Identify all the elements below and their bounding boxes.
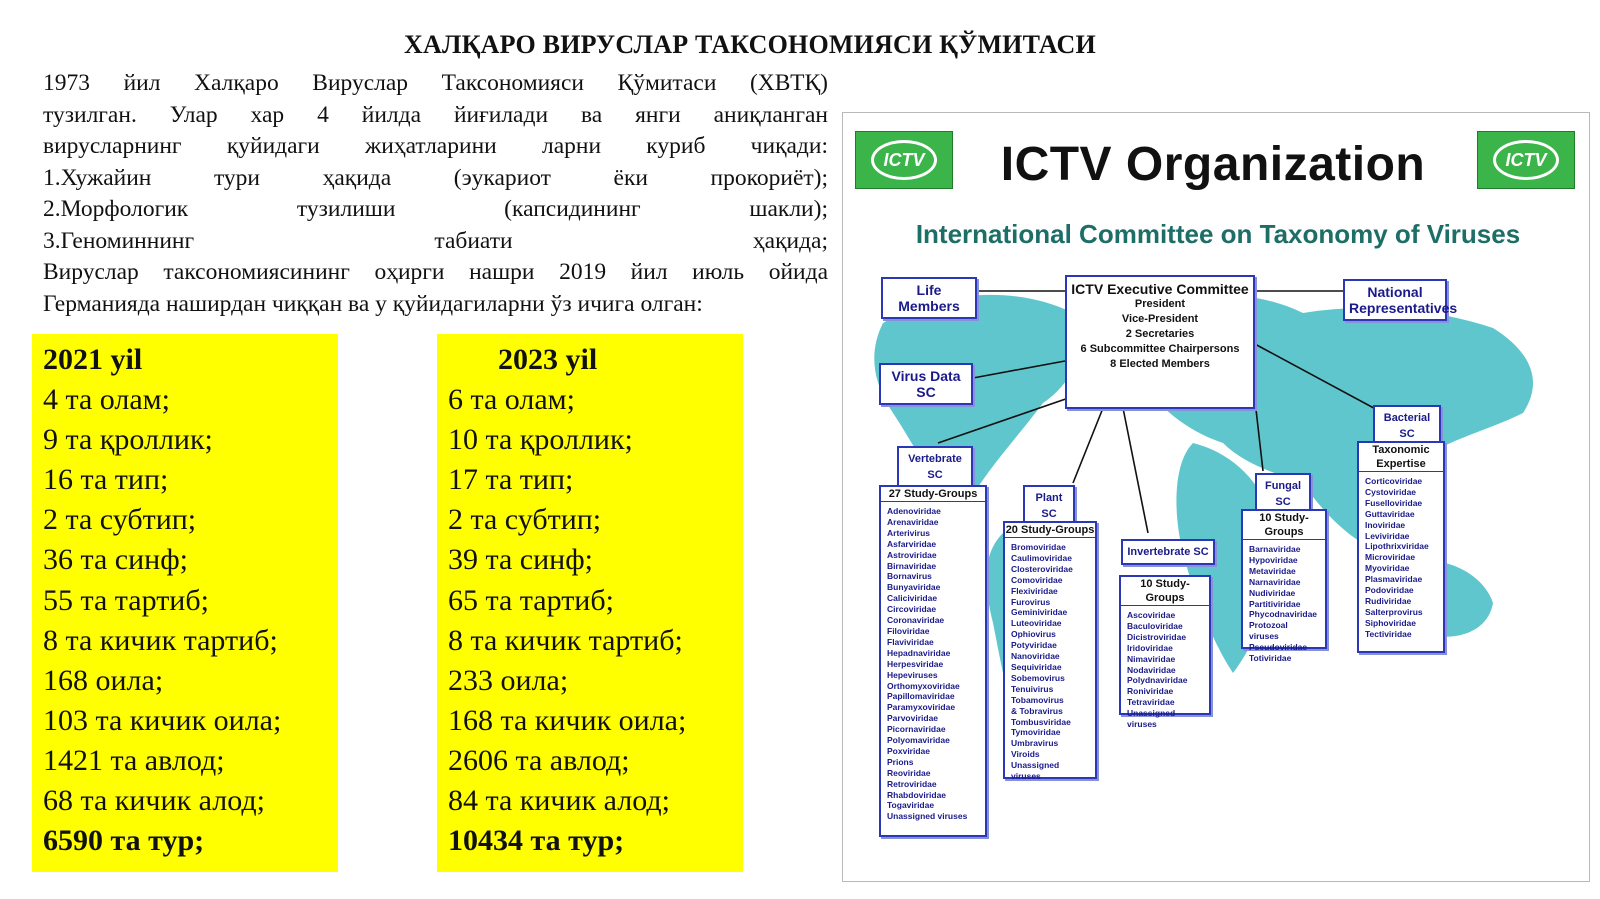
national-representatives-box: National Representatives	[1343, 279, 1447, 321]
stats-item: 233 оила;	[448, 663, 569, 697]
stats-item: 36 та синф;	[43, 543, 188, 577]
study-group-item: Adenoviridae	[887, 506, 941, 516]
study-group-item: Paramyxoviridae	[887, 702, 956, 713]
study-group-item: Narnaviridae	[1249, 576, 1301, 587]
study-group-item: Bornavirus	[887, 571, 932, 582]
life-members-box: Life Members	[881, 277, 977, 319]
stats-year: 2023 yil	[498, 343, 598, 376]
study-group-item: Togaviridae	[887, 800, 935, 811]
study-group-item: Polydnaviridae	[1127, 675, 1188, 686]
study-group-item: Phycodnaviridae	[1249, 609, 1318, 620]
study-group-item: Nanoviridae	[1011, 651, 1060, 662]
study-group-item: & Tobravirus	[1011, 705, 1063, 716]
study-group-item: Orthomyxoviridae	[887, 680, 960, 691]
stats-item: 9 та қроллик;	[43, 423, 213, 457]
executive-line: 6 Subcommittee Chairpersons	[1080, 343, 1240, 355]
study-group-item: Polyomaviridae	[887, 735, 950, 746]
invertebrate-sc-box: Invertebrate SC	[1121, 539, 1215, 565]
study-group-item: Tenuivirus	[1011, 683, 1054, 694]
study-group-item: Microviridae	[1365, 552, 1416, 563]
study-groups-header: Taxonomic Expertise	[1359, 443, 1443, 472]
study-group-item: Potyviridae	[1011, 640, 1057, 651]
study-group-item: Dicistroviridae	[1127, 631, 1187, 642]
study-group-item: Prions	[887, 756, 914, 767]
stats-item: 10 та қроллик;	[448, 423, 633, 457]
bacterial-expertise-box	[1357, 441, 1445, 653]
study-group-item: Filoviridae	[887, 625, 930, 636]
study-group-item: Reoviridae	[887, 767, 931, 778]
study-group-item: Herpesviridae	[887, 658, 944, 669]
study-group-item: Hepeviruses	[887, 669, 938, 680]
study-group-item: Bunyaviridae	[887, 582, 941, 593]
stats-item: 2 та субтип;	[43, 503, 197, 537]
study-group-item: Closteroviridae	[1011, 563, 1073, 574]
bacterial-groups-list	[1359, 474, 1443, 642]
executive-committee-box	[1065, 275, 1255, 409]
study-group-item: Bromoviridae	[1011, 542, 1066, 552]
study-group-item: Metaviridae	[1249, 565, 1296, 576]
study-group-item: Roniviridae	[1127, 686, 1174, 697]
study-group-item: Caulimoviridae	[1011, 552, 1072, 563]
study-group-item: Comoviridae	[1011, 574, 1063, 585]
study-group-item: Circoviridae	[887, 604, 937, 615]
study-group-item: Geminiviridae	[1011, 607, 1068, 618]
fungal-sc-box: Fungal SC	[1255, 473, 1311, 515]
study-group-item: Tobamovirus	[1011, 694, 1064, 705]
stats-item: 8 та кичик тартиб;	[448, 623, 683, 657]
study-group-item: Furovirus	[1011, 596, 1051, 607]
vertebrate-sc-box: Vertebrate SC	[897, 446, 973, 488]
study-group-item: Flaviviridae	[887, 636, 934, 647]
stats-item: 65 та тартиб;	[448, 583, 614, 617]
study-group-item: Tombusviridae	[1011, 716, 1071, 727]
intro-line: тузилган. Улар хар 4 йилда йиғилади ва янги аниқланган	[43, 101, 828, 128]
intro-line: Вируслар таксономиясининг оҳирги нашри 2019 йил июль ойида	[43, 259, 828, 285]
study-group-item: Plasmaviridae	[1365, 574, 1423, 585]
study-group-item: Picornaviridae	[887, 724, 946, 735]
study-group-item: Barnaviridae	[1249, 544, 1301, 554]
stats-2021-box	[32, 334, 338, 872]
vertebrate-study-groups-box	[879, 485, 987, 837]
figure-title: ICTV Organization	[1000, 138, 1426, 191]
study-group-item: Asfarviridae	[887, 538, 937, 549]
study-group-item: Retroviridae	[887, 778, 937, 789]
study-group-item: Parvoviridae	[887, 713, 939, 724]
vertebrate-groups-list	[881, 504, 985, 824]
executive-line: Vice-President	[1121, 313, 1199, 325]
stats-total: 10434 та тур;	[448, 824, 625, 858]
study-group-item: Astroviridae	[887, 549, 937, 560]
study-groups-header: 27 Study-Groups	[881, 487, 985, 502]
study-group-item: Nodaviridae	[1127, 664, 1176, 675]
study-group-item: Nimaviridae	[1127, 653, 1176, 664]
stats-item: 17 та тип;	[448, 463, 574, 497]
invertebrate-groups-list	[1121, 608, 1209, 732]
study-group-item: Leviviridae	[1365, 530, 1410, 541]
study-group-item: Nudiviridae	[1249, 587, 1296, 598]
study-group-item: Fuselloviridae	[1365, 497, 1423, 508]
study-group-item: Rudiviridae	[1365, 595, 1412, 606]
study-group-item: Salterprovirus	[1365, 606, 1423, 617]
study-group-item: Tectiviridae	[1365, 628, 1412, 639]
ictv-logo-text: ICTV	[871, 140, 937, 180]
study-group-item: Poxviridae	[887, 745, 930, 756]
study-group-item: Tetraviridae	[1127, 697, 1175, 708]
stats-item: 2 та субтип;	[448, 503, 602, 537]
study-groups-header: 20 Study-Groups	[1005, 524, 1095, 536]
intro-line: Германияда наширдан чиққан ва у қуйидагиларни ўз ичига олган:	[43, 290, 703, 317]
study-group-item: Unassigned viruses	[1127, 708, 1176, 730]
study-group-item: Corticoviridae	[1365, 476, 1423, 486]
study-group-item: Unassigned viruses	[1011, 760, 1060, 782]
intro-paragraph	[43, 68, 828, 320]
stats-item: 8 та кичик тартиб;	[43, 623, 278, 657]
fungal-groups-list	[1243, 542, 1325, 666]
stats-item: 4 та олам;	[43, 383, 171, 417]
stats-item: 16 та тип;	[43, 463, 169, 497]
study-group-item: Siphoviridae	[1365, 617, 1417, 628]
study-group-item: Lipothrixviridae	[1365, 541, 1429, 552]
study-group-item: Podoviridae	[1365, 585, 1414, 596]
page-title: ХАЛҚАРО ВИРУСЛАР ТАКСОНОМИЯСИ ҚЎМИТАСИ	[404, 30, 1096, 59]
study-group-item: Flexiviridae	[1011, 585, 1058, 596]
ictv-logo-text: ICTV	[1493, 140, 1559, 180]
study-group-item: Totiviridae	[1249, 653, 1292, 664]
ictv-logo-left	[855, 131, 953, 189]
stats-item: 84 та кичик алод;	[448, 784, 670, 818]
stats-2023-box	[437, 334, 743, 872]
figure-subtitle: International Committee on Taxonomy of Viruses	[915, 219, 1521, 249]
study-group-item: Umbravirus	[1011, 738, 1059, 749]
invertebrate-study-groups-box	[1119, 575, 1211, 730]
study-group-item: Sequiviridae	[1011, 661, 1062, 672]
study-group-item: Viroids	[1011, 749, 1040, 760]
stats-total: 6590 та тур;	[43, 824, 205, 858]
stats-item: 6 та олам;	[448, 383, 576, 417]
study-group-item: Ophiovirus	[1011, 629, 1056, 640]
study-group-item: Hepadnaviridae	[887, 647, 951, 658]
ictv-logo-right	[1477, 131, 1575, 189]
executive-line: 2 Secretaries	[1125, 328, 1195, 340]
study-group-item: Tymoviridae	[1011, 727, 1061, 738]
intro-line: 1973 йил Халқаро Вируслар Таксономияси Қўмитаси (ХВТҚ)	[43, 70, 828, 96]
study-group-item: Rhabdoviridae	[887, 789, 947, 800]
study-group-item: Luteoviridae	[1011, 618, 1062, 629]
study-group-item: Papillomaviridae	[887, 691, 955, 702]
stats-item: 2606 та авлод;	[448, 743, 630, 777]
study-group-item: Pseudoviridae	[1249, 642, 1308, 653]
bacterial-sc-box: Bacterial SC	[1373, 405, 1441, 447]
intro-line: 3.Геноминнинг табиати ҳақида;	[43, 227, 828, 254]
study-group-item: Guttaviridae	[1365, 508, 1415, 519]
fungal-study-groups-box	[1241, 509, 1327, 664]
study-group-item: Birnaviridae	[887, 560, 937, 571]
ictv-organization-figure	[842, 112, 1590, 882]
stats-item: 168 оила;	[43, 663, 164, 697]
study-group-item: Caliciviridae	[887, 593, 938, 604]
virus-data-sc-box: Virus Data SC	[879, 363, 973, 405]
study-group-item: Unassigned viruses	[887, 811, 968, 822]
study-group-item: Coronaviridae	[887, 615, 945, 626]
study-group-item: Iridoviridae	[1127, 642, 1173, 653]
study-group-item: Protozoal viruses	[1249, 620, 1288, 642]
study-groups-header: 10 Study-Groups	[1121, 577, 1209, 606]
intro-line: вирусларнинг қуйидаги жиҳатларини ларни куриб чиқади:	[43, 133, 828, 159]
study-group-item: Ascoviridae	[1127, 610, 1176, 620]
study-group-item: Baculoviridae	[1127, 620, 1183, 631]
plant-sc-box: Plant SC	[1023, 485, 1075, 527]
intro-line: 2.Морфологик тузилиши (капсидининг шакли);	[43, 196, 828, 222]
study-group-item: Arterivirus	[887, 527, 930, 538]
intro-line: 1.Хужайин тури ҳақида (эукариот ёки прокориёт);	[43, 164, 828, 191]
study-groups-header: 10 Study-Groups	[1243, 511, 1325, 540]
stats-item: 168 та кичик оила;	[448, 703, 687, 737]
executive-line: President	[1134, 298, 1186, 310]
stats-item: 103 та кичик оила;	[43, 703, 282, 737]
stats-item: 68 та кичик алод;	[43, 784, 265, 818]
plant-groups-list	[1005, 540, 1095, 784]
stats-year: 2021 yil	[43, 343, 143, 376]
study-group-item: Partitiviridae	[1249, 598, 1301, 609]
study-group-item: Myoviridae	[1365, 563, 1410, 574]
executive-line: 8 Elected Members	[1110, 358, 1210, 370]
stats-item: 55 та тартиб;	[43, 583, 209, 617]
study-group-item: Cystoviridae	[1365, 486, 1417, 497]
stats-item: 1421 та авлод;	[43, 743, 225, 777]
study-group-item: Arenaviridae	[887, 516, 939, 527]
study-group-item: Hypoviridae	[1249, 554, 1298, 565]
plant-study-groups-box	[1003, 521, 1097, 782]
executive-committee-title: ICTV Executive Committee	[1071, 281, 1249, 297]
study-group-item: Inoviridae	[1365, 519, 1406, 530]
study-group-item: Sobemovirus	[1011, 672, 1065, 683]
stats-item: 39 та синф;	[448, 543, 593, 577]
